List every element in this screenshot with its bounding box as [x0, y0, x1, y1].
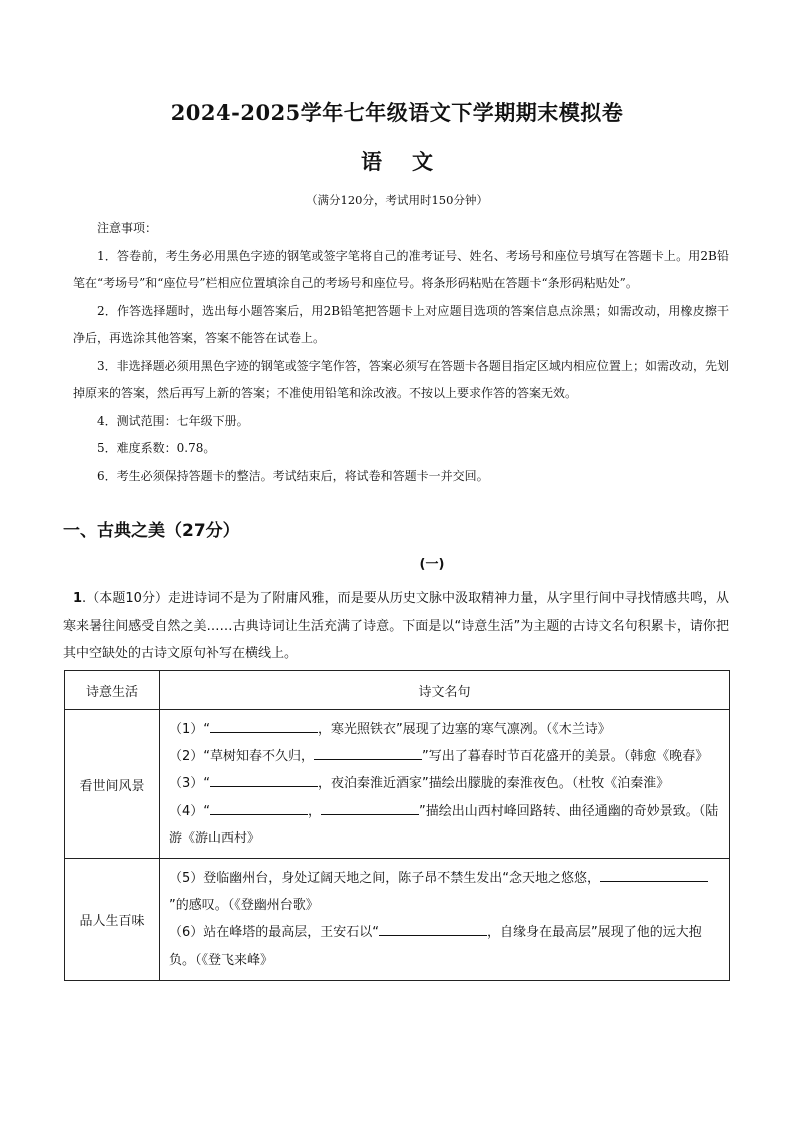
- item-text-before: （5）登临幽州台，身处辽阔天地之间，陈子昂不禁生发出“念天地之悠悠，: [169, 871, 601, 887]
- fill-item: [169, 770, 721, 797]
- row-category: 看世间风景: [65, 710, 160, 859]
- question-1: [63, 585, 729, 668]
- note-item-1: 1．答卷前，考生务必用黑色字迹的钢笔或签字笔将自己的准考证号、姓名、考场号和座位号填写在答题卡上。用2B铅笔在“考场号”和“座位号”栏相应位置填涂自己的考场号和座位号。将条形码粘贴在答题卡“条形码粘贴处”。: [73, 248, 729, 290]
- note-item-5: 5．难度系数：0.78。: [97, 441, 216, 455]
- subject-title: [0, 146, 794, 176]
- notes-heading: 注意事项：: [97, 221, 158, 235]
- row-lines: [160, 859, 730, 981]
- item-text-before: （4）“: [169, 803, 211, 819]
- answer-blank[interactable]: [210, 773, 318, 787]
- item-text-middle: ，: [308, 803, 322, 819]
- answer-blank[interactable]: [600, 868, 708, 882]
- answer-blank[interactable]: [210, 719, 318, 733]
- row-lines: [160, 710, 730, 859]
- table-row: [65, 859, 730, 981]
- subject-char-left: 语: [361, 149, 382, 174]
- section-title: 一、古典之美（27分）: [63, 521, 240, 541]
- item-text-after: ，寒光照铁衣”展现了边塞的寒气凛冽。（《木兰诗》: [318, 722, 611, 737]
- answer-blank[interactable]: [379, 922, 487, 936]
- item-text-after: ”写出了暮春时节百花盛开的美景。（韩愈《晚春》: [422, 749, 709, 765]
- item-text-before: （3）“: [169, 776, 211, 792]
- item-text-after: ”的感叹。（《登幽州台歌》: [169, 898, 319, 914]
- item-text-after: ”描绘出山西村峰回路转、曲径通幽的奇妙景致。（陆游《游山西村》: [169, 803, 719, 846]
- item-text-before: （6）站在峰塔的最高层，王安石以“: [169, 925, 380, 941]
- row-category: 品人生百味: [65, 859, 160, 981]
- answer-blank[interactable]: [210, 801, 308, 815]
- exam-meta: （满分120分，考试用时150分钟）: [306, 193, 488, 207]
- answer-blank[interactable]: [321, 801, 419, 815]
- answer-blank[interactable]: [314, 746, 422, 760]
- part-label: (一): [419, 557, 445, 572]
- item-text-before: （1）“: [169, 722, 211, 737]
- item-text-after: ，夜泊秦淮近酒家”描绘出朦胧的秦淮夜色。（杜牧《泊秦淮》: [318, 776, 670, 792]
- table-header-row: [65, 671, 730, 710]
- question-number: 1: [73, 591, 83, 606]
- table-row: [65, 710, 730, 859]
- fill-item: [169, 798, 721, 852]
- fill-item: [169, 716, 721, 743]
- fill-item: [169, 919, 721, 973]
- fill-item: [169, 865, 721, 919]
- note-item-3: 3．非选择题必须用黑色字迹的钢笔或签字笔作答，答案必须写在答题卡各题目指定区域内相应位置上；如需改动，先划掉原来的答案，然后再写上新的答案；不准使用铅笔和涂改液。不按以上要求作答的答案无效。: [73, 358, 729, 400]
- note-item-2: 2．作答选择题时，选出每小题答案后，用2B铅笔把答题卡上对应题目选项的答案信息点涂黑；如需改动，用橡皮擦干净后，再选涂其他答案，答案不能答在试卷上。: [73, 303, 729, 345]
- table-header-lines: 诗文名句: [160, 671, 730, 710]
- item-text-after: ，自缘身在最高层”展现了他的远大抱负。（《登飞来峰》: [169, 925, 702, 968]
- question-1-text: [63, 585, 729, 668]
- item-text-before: （2）“草树知春不久归，: [169, 749, 315, 765]
- fill-item: [169, 743, 721, 770]
- note-item-6: 6．考生必须保持答题卡的整洁。考试结束后，将试卷和答题卡一并交回。: [97, 468, 489, 483]
- question-prompt: .（本题10分）走进诗词不是为了附庸风雅，而是要从历史文脉中汲取精神力量，从字里行间中寻找情感共鸣，从寒来暑往间感受自然之美……古典诗词让生活充满了诗意。下面是以“诗意生活”为主题的古诗文名句积累卡，请你把其中空缺处的古诗文原句补写在横线上。: [63, 591, 729, 661]
- exam-title: 2024-2025学年七年级语文下学期期末模拟卷: [170, 100, 624, 125]
- table-header-category: 诗意生活: [65, 671, 160, 710]
- poetry-table: [64, 670, 730, 981]
- note-item-4: 4．测试范围：七年级下册。: [97, 413, 249, 428]
- notes-block: [73, 215, 729, 490]
- subject-char-right: 文: [412, 149, 433, 174]
